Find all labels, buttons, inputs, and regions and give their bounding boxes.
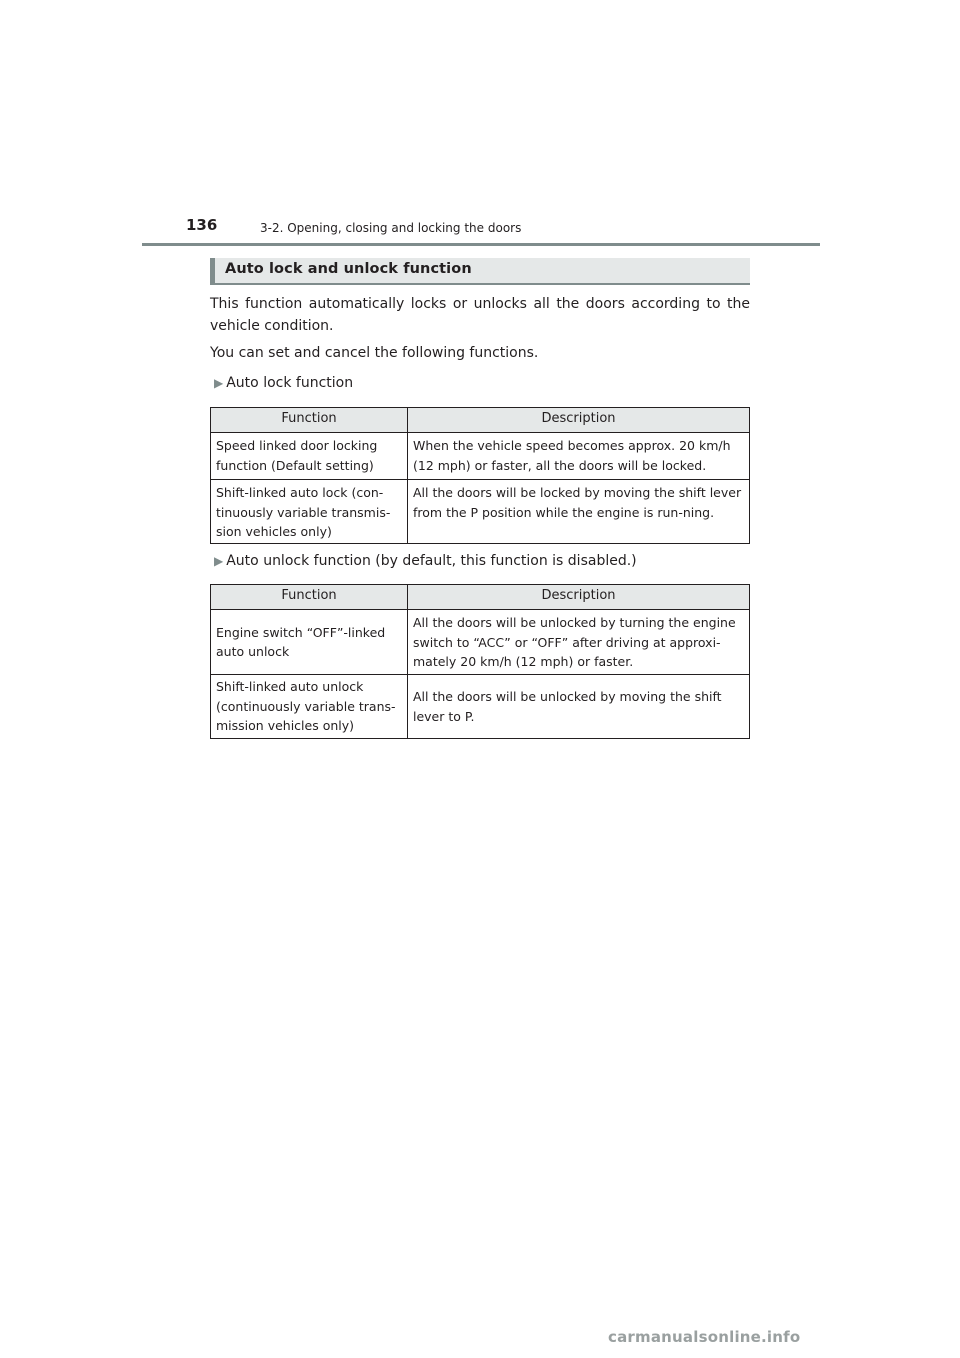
column-header-function: Function <box>211 408 408 433</box>
description-cell: When the vehicle speed becomes approx. 20 km/h (12 mph) or faster, all the doors will be locked. <box>408 433 750 480</box>
triangle-right-icon: ▶ <box>214 376 224 390</box>
table-row <box>211 433 750 480</box>
column-header-description: Description <box>408 585 750 610</box>
function-cell: Speed linked door locking function (Default setting) <box>211 433 408 480</box>
function-cell: Shift-linked auto unlock (continuously variable trans-mission vehicles only) <box>211 675 408 739</box>
auto-unlock-table <box>210 584 750 739</box>
running-head: 3-2. Opening, closing and locking the doors <box>260 221 522 235</box>
column-header-function: Function <box>211 585 408 610</box>
table-row <box>211 675 750 739</box>
table-row <box>211 610 750 675</box>
description-cell: All the doors will be unlocked by moving the shift lever to P. <box>408 675 750 739</box>
header-rule <box>142 243 820 246</box>
section-heading <box>210 258 750 285</box>
intro-paragraph-2: You can set and cancel the following functions. <box>210 345 539 361</box>
function-cell: Shift-linked auto lock (con-tinuously variable transmis-sion vehicles only) <box>211 480 408 544</box>
column-header-description: Description <box>408 408 750 433</box>
description-cell: All the doors will be unlocked by turning the engine switch to “ACC” or “OFF” after driving at approxi-mately 20 km/h (12 mph) or faster. <box>408 610 750 675</box>
watermark: carmanualsonline.info <box>608 1328 801 1346</box>
triangle-right-icon: ▶ <box>214 554 224 568</box>
description-cell: All the doors will be locked by moving the shift lever from the P position while the engine is run-ning. <box>408 480 750 544</box>
section-title: Auto lock and unlock function <box>225 261 472 277</box>
auto-unlock-bullet <box>214 551 637 571</box>
intro-paragraph: This function automatically locks or unlocks all the doors according to the vehicle condition. <box>210 296 750 334</box>
auto-unlock-bullet-label: Auto unlock function (by default, this function is disabled.) <box>226 553 637 569</box>
table-row <box>211 480 750 544</box>
auto-lock-bullet <box>214 373 353 393</box>
auto-lock-bullet-label: Auto lock function <box>226 375 354 391</box>
function-cell: Engine switch “OFF”-linked auto unlock <box>211 610 408 675</box>
page-number: 136 <box>186 216 218 234</box>
auto-lock-table <box>210 407 750 544</box>
